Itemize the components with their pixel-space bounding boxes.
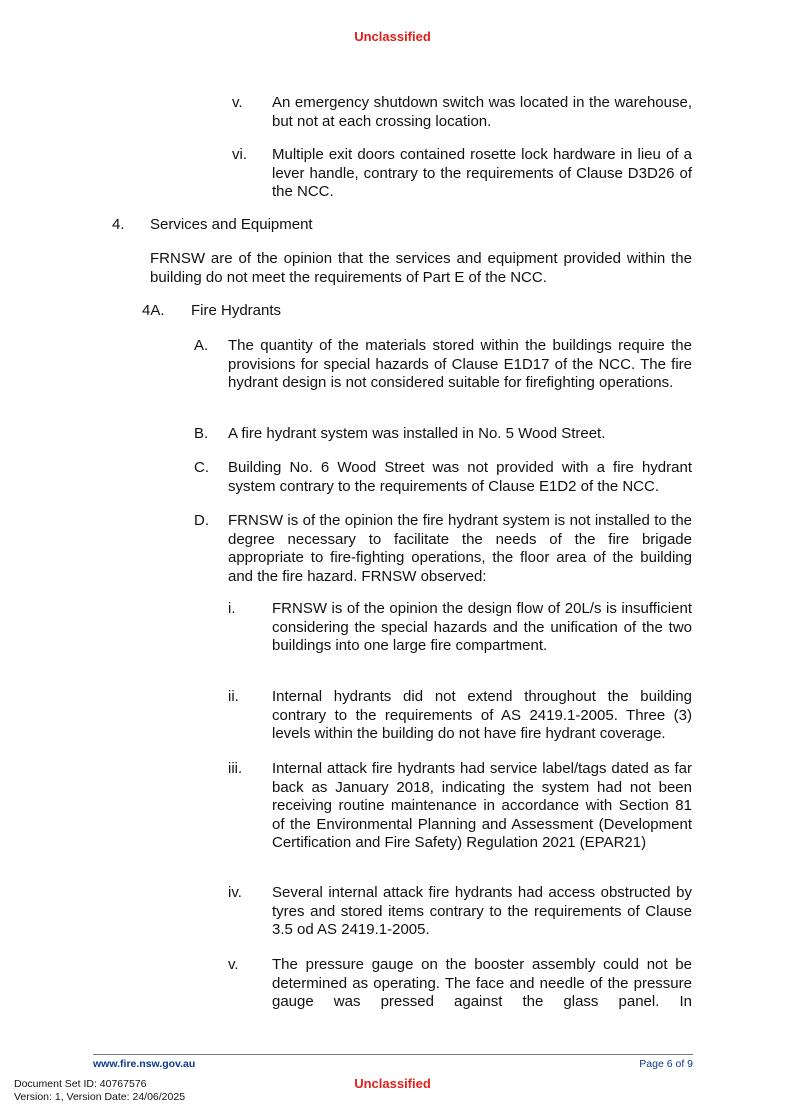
list-text: FRNSW is of the opinion the design flow of 20L/s is insufficient considering the special hazards and the unification of the two buildings into one large fire compartment.: [272, 600, 692, 655]
list-number: iv.: [228, 884, 242, 901]
section-number: 4.: [112, 216, 125, 233]
list-number: B.: [194, 425, 209, 442]
list-text: Internal attack fire hydrants had service label/tags dated as far back as January 2018, indicating the system had not been receiving routine maintenance in accordance with Section 81 of the Environmental Planning and Assessment (Development Certification and Fire Safety) Regulation 2021 (EPAR21): [272, 760, 692, 852]
list-item: [228, 884, 692, 940]
list-text: The pressure gauge on the booster assembly could not be determined as operating. The face and needle of the pressure gauge was pressed against the glass panel. In: [272, 956, 692, 1011]
list-text: The quantity of the materials stored within the buildings require the provisions for special hazards of Clause E1D17 of the NCC. The fire hydrant design is not considered suitable for firefighting operations.: [228, 337, 692, 392]
footer-website-link[interactable]: www.fire.nsw.gov.au: [93, 1058, 196, 1070]
page-number: Page 6 of 9: [639, 1058, 693, 1070]
list-item: [232, 146, 692, 202]
list-item: [228, 956, 692, 1012]
document-version: Version: 1, Version Date: 24/06/2025: [14, 1091, 186, 1103]
list-number: D.: [194, 512, 209, 529]
list-item: [232, 94, 692, 131]
subsection-title: Fire Hydrants: [191, 302, 282, 319]
section-title: Services and Equipment: [150, 216, 313, 233]
classification-header: Unclassified: [354, 29, 431, 44]
list-item: [194, 512, 692, 586]
list-number: vi.: [232, 146, 247, 163]
list-text: FRNSW is of the opinion the fire hydrant system is not installed to the degree necessary to facilitate the needs of the fire brigade appropriate to fire-fighting operations, the floor area of the building and the fire hazard. FRNSW observed:: [228, 512, 692, 585]
list-number: ii.: [228, 688, 239, 705]
classification-footer: Unclassified: [354, 1076, 431, 1091]
list-text: A fire hydrant system was installed in No. 5 Wood Street.: [228, 425, 606, 442]
list-number: C.: [194, 459, 209, 476]
list-number: v.: [228, 956, 239, 973]
list-item: [228, 688, 692, 744]
list-item: [194, 425, 692, 444]
list-number: iii.: [228, 760, 243, 777]
list-item: [228, 600, 692, 656]
list-text: Several internal attack fire hydrants had access obstructed by tyres and stored items contrary to the requirements of Clause 3.5 od AS 2419.1-2005.: [272, 884, 692, 939]
list-text: Building No. 6 Wood Street was not provided with a fire hydrant system contrary to the requirements of Clause E1D2 of the NCC.: [228, 459, 692, 495]
footer-divider: [93, 1054, 693, 1055]
list-item: [194, 459, 692, 496]
list-item: [228, 760, 692, 853]
list-number: A.: [194, 337, 209, 354]
document-set-id: Document Set ID: 40767576: [14, 1078, 147, 1090]
list-text: An emergency shutdown switch was located in the warehouse, but not at each crossing location.: [272, 94, 692, 130]
list-item: [194, 337, 692, 393]
section-paragraph: FRNSW are of the opinion that the services and equipment provided within the building do not meet the requirements of Part E of the NCC.: [150, 250, 692, 286]
list-number: v.: [232, 94, 243, 111]
subsection-number: 4A.: [142, 302, 165, 319]
list-number: i.: [228, 600, 236, 617]
list-text: Internal hydrants did not extend throughout the building contrary to the requirements of AS 2419.1-2005. Three (3) levels within the building do not have fire hydrant coverage.: [272, 688, 692, 743]
list-text: Multiple exit doors contained rosette lock hardware in lieu of a lever handle, contrary to the requirements of Clause D3D26 of the NCC.: [272, 146, 692, 201]
